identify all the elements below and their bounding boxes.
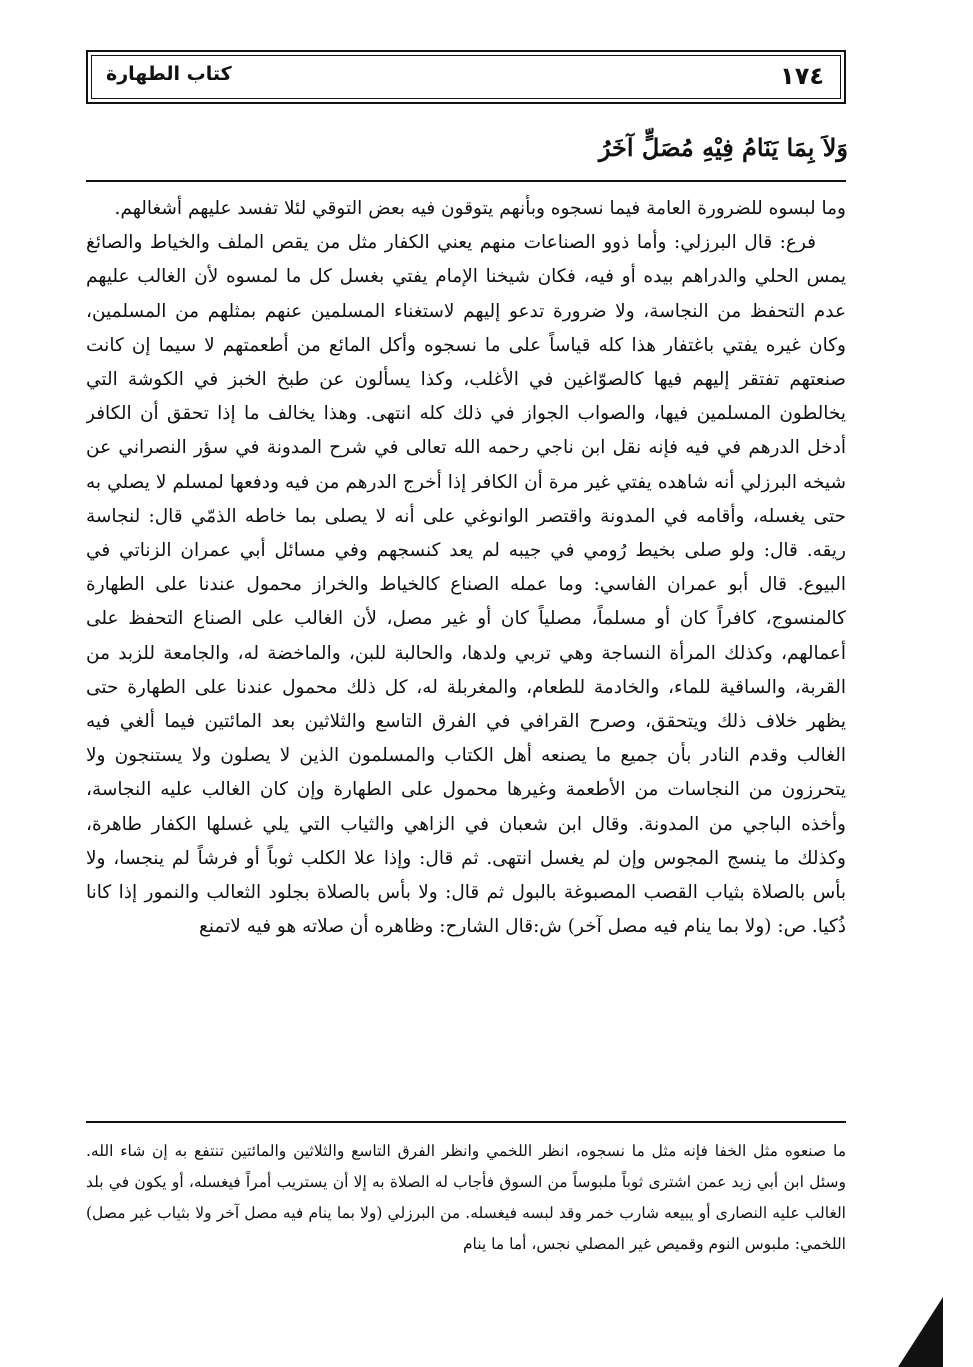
matn-text: وَلاَ بِمَا يَنَامُ فِيْهِ مُصَلٍّ آخَرُ bbox=[598, 133, 848, 162]
footnote-text: ما صنعوه مثل الخفا فإنه مثل ما نسجوه، انظر اللخمي وانظر الفرق التاسع والثلاثين والمائتين تنتفع به إن شاء الله. وسئل ابن أبي زيد عمن اشترى ثوباً ملبوساً من السوق فأجاب له الصلاة به إلا أن يستريب أمراً فيغسله، أو يكون في بلد الغالب عليه النصارى أو يبيعه شارب خمر وقد لبسه فيغسله. من البرزلي (ولا بما ينام فيه مصل آخر ولا بثياب غير مصل) اللخمي: ملبوس النوم وقميص غير المصلي نجس، أما ما ينام bbox=[86, 1142, 846, 1253]
footnote-section bbox=[86, 1136, 846, 1296]
page-number: ١٧٤ bbox=[780, 62, 824, 90]
divider-footnote bbox=[86, 1121, 846, 1123]
divider-top bbox=[86, 180, 846, 182]
page-corner-mark bbox=[898, 1297, 943, 1367]
commentary-body bbox=[86, 192, 846, 1092]
commentary-paragraph-1: وما لبسوه للضرورة العامة فيما نسجوه وبأنهم يتوقون فيه بعض التوقي لئلا تفسد عليهم أشغالهم. bbox=[114, 198, 846, 219]
chapter-title: كتاب الطهارة bbox=[106, 63, 232, 85]
page-header bbox=[86, 50, 846, 104]
commentary-paragraph-2: فرع: قال البرزلي: وأما ذوو الصناعات منهم يعني الكفار مثل من يقص الملف والخياط والصائغ يمس الحلي والدراهم بيده أو فيه، فكان شيخنا الإمام يفتي بغسل كل ما لمسوه لأن الغالب عليهم عدم التحفظ من النجاسة، ولا ضرورة تدعو إليهم لاستغناء المسلمين عنهم بمثلهم من المسلمين، وكان غيره يفتي باغتفار هذا كله قياساً على ما نسجوه وأكل المائع من أطعمتهم لا سيما إن كانت صنعتهم تفتقر إليهم فيها كالصوّاغين في الأغلب، وكذا يسألون عن طبخ الخبز في الكوشة التي يخالطون المسلمين فيها، والصواب الجواز في ذلك كله انتهى. وهذا يخالف ما إذا تحقق أن الكافر أدخل الدرهم في فيه فإنه نقل ابن ناجي رحمه الله تعالى في شرح المدونة في سؤر النصراني عن شيخه البرزلي أنه شاهده يفتي غير مرة أن الكافر إذا أخرج الدرهم من فيه ودفعها لمسلم لا يصلي به حتى يغسله، وأقامه في المدونة واقتصر الوانوغي على أنه لا يصلى بما خاطه الذمّي قال: لنجاسة ريقه. قال: ولو صلى بخيط رُومي في جيبه لم يعد كنسجهم وفي مسائل أبي عمران الزناتي في البيوع. قال أبو عمران الفاسي: وما عمله الصناع كالخياط والخراز محمول عندنا على الطهارة كالمنسوج، كافراً كان أو مسلماً، مصلياً كان أو غير مصل، لأن الغالب على الصناع التحفظ على أعمالهم، وكذلك المرأة النساجة وهي تربي ولدها، والحالبة للبن، والماخضة له، والجامعة للزبد من القربة، والساقية للماء، والخادمة للطعام، والمغربلة له، كل ذلك محمول عندنا على الطهارة حتى يظهر خلاف ذلك ويتحقق، وصرح القرافي في الفرق التاسع والثلاثين بعد المائتين فيما ألغي فيه الغالب وقدم النادر بأن جميع ما يصنعه أهل الكتاب والمسلمون الذين لا يصلون ولا يستنجون ولا يتحرزون من النجاسات من الأطعمة وغيرها محمول على الطهارة وإن كان الغالب عليه النجاسة، وأخذه الباجي من المدونة. وقال ابن شعبان في الزاهي والثياب التي يلي غسلها الكفار طاهرة، وكذلك ما ينسج المجوس وإن لم يغسل انتهى. ثم قال: وإذا علا الكلب ثوباً أو فرشاً لم ينجسا، ولا بأس بالصلاة بثياب القصب المصبوغة بالبول ثم قال: ولا بأس بالصلاة بجلود الثعالب والنمور إذا كانا ذُكيا. ص: (ولا بما ينام فيه مصل آخر) ش:قال الشارح: وظاهره أن صلاته هو فيه لاتمنع bbox=[86, 232, 846, 938]
